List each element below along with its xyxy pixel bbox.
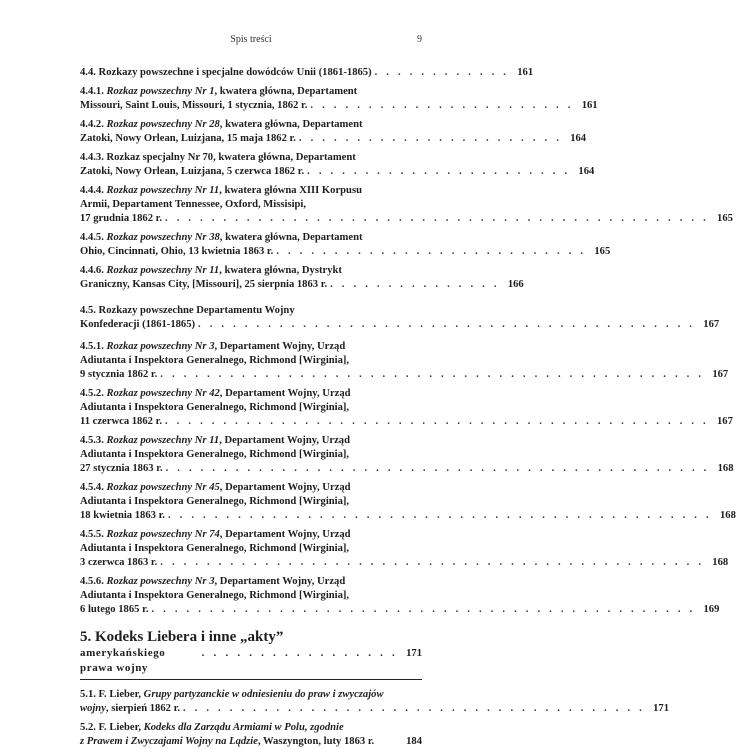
toc-entry-4-4-1[interactable] (80, 85, 598, 113)
header-title: Spis treści (230, 34, 272, 45)
toc-entry-text: Adiutanta i Inspektora Generalnego, Richmond [Wirginia], (80, 449, 350, 460)
toc-entry-4-5-3[interactable] (80, 434, 734, 476)
toc-entry-text: , Departament Wojny, Urząd (219, 529, 351, 540)
toc-entry-text: , Departament Wojny, Urząd (214, 576, 346, 587)
toc-entry-text: 18 kwietnia 1863 r. (80, 510, 165, 521)
toc-chapter-5[interactable] (80, 629, 422, 680)
toc-entry-text: 5.1. F. Lieber, (80, 689, 144, 700)
dot-leader: . . . . . . . . . . . . . . . . . . . . . . . . . . . . . . . . . . . . . . . . . . . . . . . (165, 213, 709, 224)
toc-entry-italic: z Prawem i Zwyczajami Wojny na Lądzie (80, 736, 258, 747)
toc-entry-italic: Rozkaz powszechny Nr 3 (106, 341, 215, 352)
toc-entry-text: 4.5.6. (80, 576, 107, 587)
toc-entry-text: Adiutanta i Inspektora Generalnego, Richmond [Wirginia], (80, 543, 350, 554)
toc-page-number: 167 (717, 416, 733, 427)
toc-entry-text: , kwatera główna, Departament (219, 119, 363, 130)
toc-entry-text: 4.4.1. (80, 86, 107, 97)
toc-entry-4-4-6[interactable] (80, 264, 524, 292)
toc-entry-text: 4.4. Rozkazy powszechne i specjalne dowódców Unii (1861-1865) (80, 67, 372, 78)
chapter-title-line2: amerykańskiego prawa wojny (80, 647, 166, 674)
toc-entry-text: 4.5.2. (80, 388, 107, 399)
toc-entry-4-4-2[interactable] (80, 118, 587, 146)
toc-entry-4-4-5[interactable] (80, 231, 611, 259)
toc-entry-text: , sierpień 1862 r. (105, 703, 180, 714)
chapter-rule (80, 679, 422, 680)
toc-page-number: 168 (717, 463, 734, 474)
toc-entry-text: Adiutanta i Inspektora Generalnego, Richmond [Wirginia], (80, 402, 350, 413)
toc-entry-text: Adiutanta i Inspektora Generalnego, Richmond [Wirginia], (80, 590, 350, 601)
toc-page-number: 171 (406, 648, 422, 659)
toc-entry-text: Zatoki, Nowy Orlean, Luizjana, 5 czerwca 1862 r. (80, 166, 305, 177)
toc-entry-italic: wojny (80, 703, 106, 714)
toc-page-number: 167 (703, 319, 720, 330)
toc-entry-italic: Rozkaz powszechny Nr 11 (106, 435, 220, 446)
toc-page-number: 168 (719, 510, 736, 521)
toc-entry-4-5-4[interactable] (80, 481, 736, 523)
toc-entry-text: Adiutanta i Inspektora Generalnego, Richmond [Wirginia], (80, 355, 350, 366)
toc-entry-text: 17 grudnia 1862 r. (80, 213, 163, 224)
dot-leader: . . . . . . . . . . . . . . . . . . . . . . . . . . . . . . . . . . . . . . . . (182, 703, 645, 714)
toc-entry-italic: Rozkaz powszechny Nr 42 (106, 388, 220, 399)
toc-entry-text: 4.4.6. (80, 265, 107, 276)
toc-entry-italic: Rozkaz powszechny Nr 38 (106, 232, 220, 243)
toc-entry-italic: Rozkaz powszechny Nr 3 (106, 576, 215, 587)
dot-leader: . . . . . . . . . . . . . . . . . . . . . . . . . . . (276, 246, 587, 257)
toc-entry-italic: Kodeks dla Zarządu Armiami w Polu, zgodnie (143, 722, 344, 733)
toc-entry-4-5-5[interactable] (80, 528, 729, 570)
chapter-title-line1: 5. Kodeks Liebera i inne „akty” (80, 629, 284, 645)
toc-entry-text: 11 czerwca 1862 r. (80, 416, 162, 427)
toc-page-number: 184 (406, 736, 422, 747)
toc-entry-italic: Rozkaz powszechny Nr 74 (106, 529, 220, 540)
dot-leader: . . . . . . . . . . . . . . . . . (201, 647, 398, 659)
toc-entry-text: 4.5.3. (80, 435, 107, 446)
toc-entry-text: 9 stycznia 1862 r. (80, 369, 158, 380)
toc-entry-4-5[interactable] (80, 304, 720, 332)
toc-entry-text: 4.5.4. (80, 482, 107, 493)
dot-leader: . . . . . . . . . . . . . . . . . . . . . . . . . . . . . . . . . . . . . . . . . . . (198, 319, 696, 330)
header-page-number: 9 (417, 34, 422, 45)
toc-page-number: 166 (507, 279, 524, 290)
dot-leader: . . . . . . . . . . . . . . . . . . . . . . . . . . . . . . . . . . . . . . . . . . . . . . . (165, 463, 710, 474)
toc-entry-text: , Departament Wojny, Urząd (219, 435, 350, 446)
toc-entry-text: Missouri, Saint Louis, Missouri, 1 stycznia, 1862 r. (80, 100, 308, 111)
toc-page-number: 165 (594, 246, 611, 257)
toc-entry-text: 4.4.4. (80, 185, 107, 196)
dot-leader: . . . . . . . . . . . . . . . . . . . . . . . . . . . . . . . . . . . . . . . . . . . . . . . (167, 510, 712, 521)
toc-entry-4-5-1[interactable] (80, 340, 729, 382)
toc-entry-text: , kwatera główna XIII Korpusu (219, 185, 362, 196)
toc-entry-text: Graniczny, Kansas City, [Missouri], 25 sierpnia 1863 r. (80, 279, 328, 290)
dot-leader: . . . . . . . . . . . . . . . (330, 279, 500, 290)
toc-entry-text: , kwatera główna, Departament (214, 86, 358, 97)
toc-page-number: 165 (717, 213, 733, 224)
toc-entry-text: 4.5. Rozkazy powszechne Departamentu Wojny (80, 305, 295, 316)
toc-entry-5-2[interactable] (80, 721, 422, 749)
toc-page-number: 171 (653, 703, 669, 714)
toc-entry-italic: Grupy partyzanckie w odniesieniu do praw i zwyczajów (143, 689, 384, 700)
dot-leader: . . . . . . . . . . . . . . . . . . . . . . . . . . . . . . . . . . . . . . . . . . . . . . . (160, 557, 705, 568)
dot-leader: . . . . . . . . . . . . . . . . . . . . . . . (310, 100, 574, 111)
toc-entry-italic: Rozkaz powszechny Nr 45 (106, 482, 220, 493)
toc-page-number: 164 (578, 166, 595, 177)
dot-leader: . . . . . . . . . . . . . . . . . . . . . . . (307, 166, 571, 177)
toc-entry-text: Armii, Departament Tennessee, Oxford, Missisipi, (80, 199, 306, 210)
toc-entry-text: 4.4.2. (80, 119, 107, 130)
toc-entry-text: 5.2. F. Lieber, (80, 722, 144, 733)
dot-leader: . . . . . . . . . . . . . . . . . . . . . . . . . . . . . . . . . . . . . . . . . . . . . . . (160, 369, 705, 380)
toc-entry-italic: Rozkaz powszechny Nr 28 (106, 119, 220, 130)
dot-leader: . . . . . . . . . . . . . . . . . . . . . . . . . . . . . . . . . . . . . . . . . . . . . . . (164, 416, 709, 427)
toc-entry-text: 4.5.5. (80, 529, 107, 540)
toc-entry-text: 4.4.3. Rozkaz specjalny Nr 70, kwatera główna, Departament (80, 152, 356, 163)
toc-entry-text: 27 stycznia 1863 r. (80, 463, 163, 474)
toc-entry-4-4[interactable] (80, 66, 534, 80)
toc-entry-italic: Rozkaz powszechny Nr 11 (106, 265, 220, 276)
toc-entry-italic: Rozkaz powszechny Nr 11 (106, 185, 220, 196)
dot-leader: . . . . . . . . . . . . (374, 67, 510, 78)
toc-page-number: 161 (581, 100, 598, 111)
toc-entry-text: Ohio, Cincinnati, Ohio, 13 kwietnia 1863 r. (80, 246, 274, 257)
toc-entry-4-5-6[interactable] (80, 575, 720, 617)
toc-entry-italic: Rozkaz powszechny Nr 1 (106, 86, 215, 97)
toc-entry-5-1[interactable] (80, 688, 669, 716)
toc-entry-text: Konfederacji (1861-1865) (80, 319, 196, 330)
dot-leader: . . . . . . . . . . . . . . . . . . . . . . . (298, 133, 563, 144)
toc-entry-text: , kwatera główna, Departament (219, 232, 363, 243)
toc-entry-text: , Waszyngton, luty 1863 r. (257, 736, 375, 747)
toc-entry-text: 4.5.1. (80, 341, 107, 352)
toc-entry-text: 3 czerwca 1863 r. (80, 557, 158, 568)
toc-entry-text: , Departament Wojny, Urząd (219, 482, 351, 493)
toc-entry-text: Adiutanta i Inspektora Generalnego, Richmond [Wirginia], (80, 496, 350, 507)
toc-page-number: 164 (570, 133, 587, 144)
table-of-contents (80, 66, 736, 749)
toc-page-number: 167 (712, 369, 729, 380)
toc-entry-text: , kwatera główna, Dystrykt (219, 265, 342, 276)
toc-entry-text: 6 lutego 1865 r. (80, 604, 149, 615)
toc-page-number: 168 (712, 557, 729, 568)
toc-page-number: 169 (703, 604, 720, 615)
toc-entry-4-4-4[interactable] (80, 184, 733, 226)
toc-entry-text: 4.4.5. (80, 232, 107, 243)
toc-entry-text: Zatoki, Nowy Orlean, Luizjana, 15 maja 1862 r. (80, 133, 296, 144)
toc-entry-4-4-3[interactable] (80, 151, 595, 179)
toc-page-number: 161 (517, 67, 534, 78)
dot-leader: . . . . . . . . . . . . . . . . . . . . . . . . . . . . . . . . . . . . . . . . . . . . . . . (151, 604, 696, 615)
toc-entry-text: , Departament Wojny, Urząd (214, 341, 346, 352)
toc-entry-text: , Departament Wojny, Urząd (219, 388, 351, 399)
toc-entry-4-5-2[interactable] (80, 387, 733, 429)
